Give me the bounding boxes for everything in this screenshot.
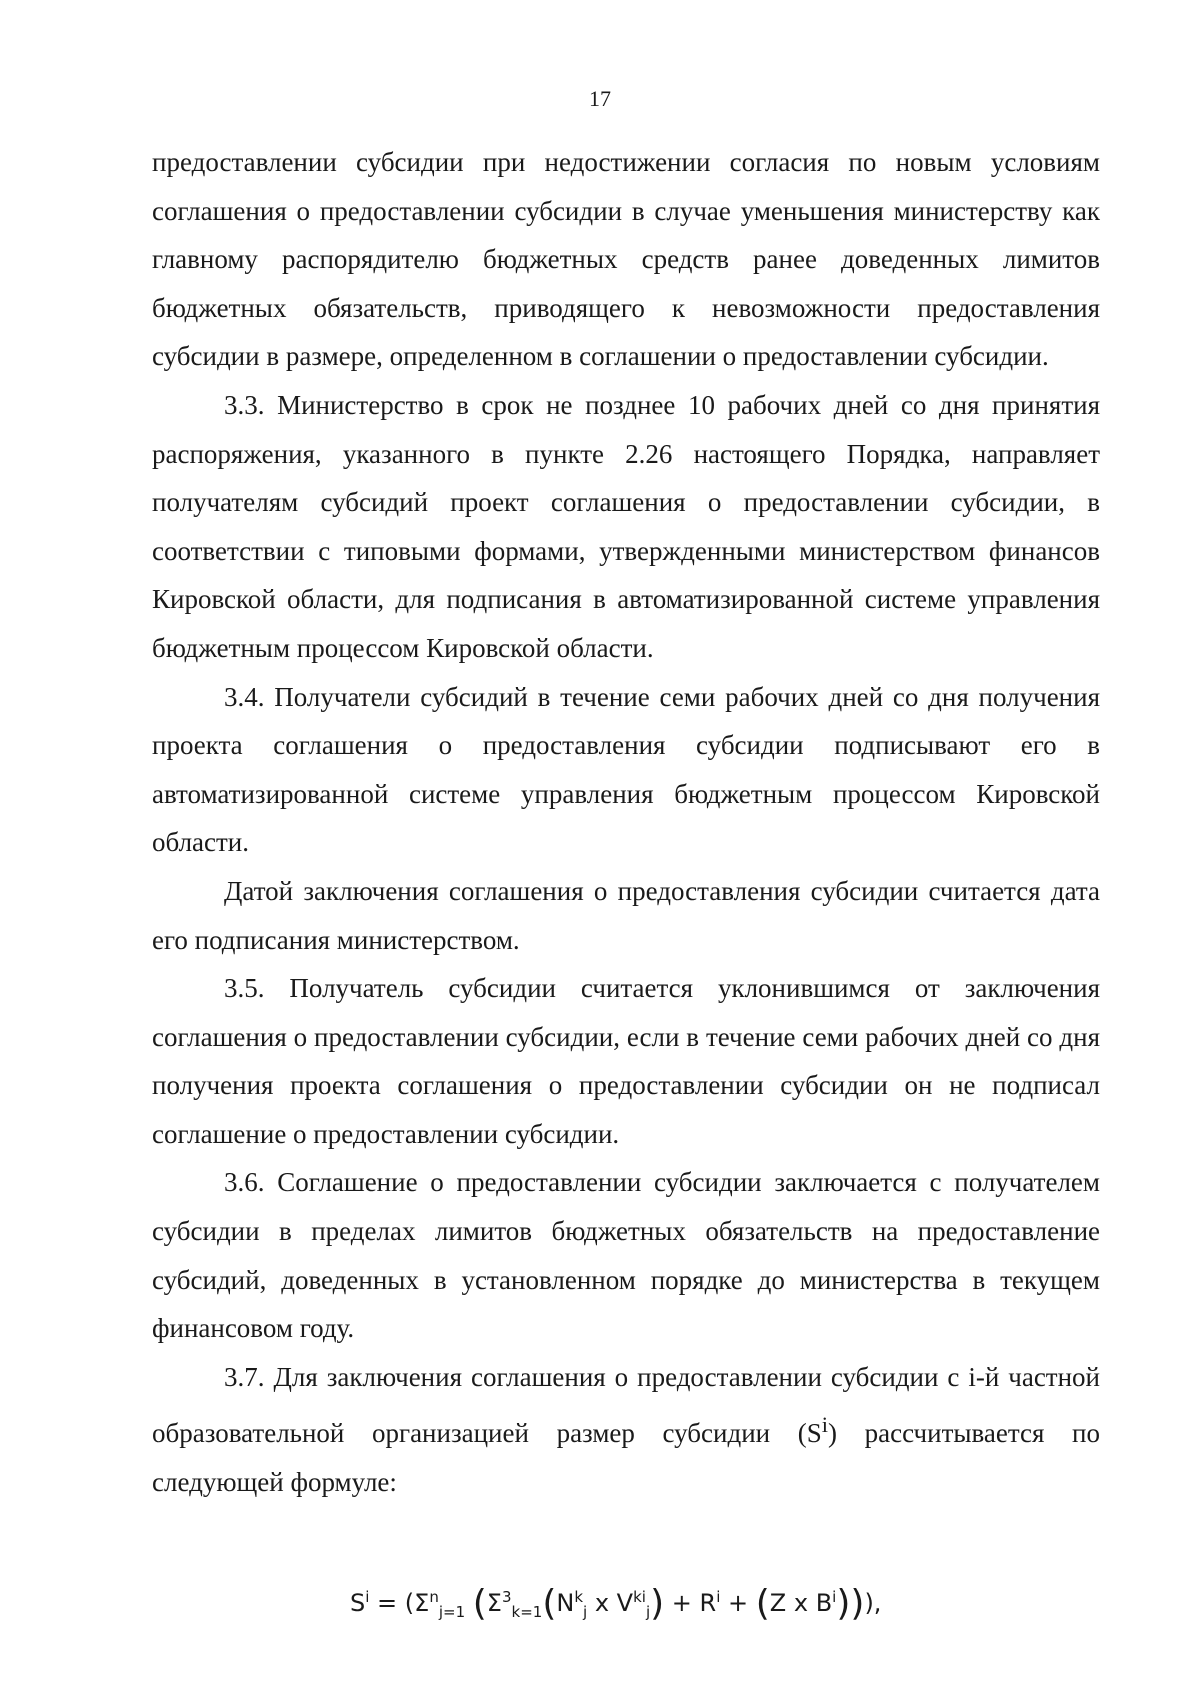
formula-sum2-sup: 3	[501, 1588, 512, 1606]
formula-n-sup: k	[574, 1588, 584, 1606]
subsidy-formula	[350, 1583, 881, 1624]
formula-lhs-sup: i	[365, 1588, 370, 1606]
formula-close2: )	[650, 1583, 665, 1624]
paragraph-3-7-part1: 3.7. Для заключения соглашения о предоставлении субсидии с i-й частной образовательной организацией размер субсидии (S	[152, 1361, 1100, 1449]
paragraph-contract-date: Датой заключения соглашения о предоставления субсидии считается дата его подписания министерством.	[152, 875, 1100, 955]
paragraph-3-5: 3.5. Получатель субсидии считается уклонившимся от заключения соглашения о предоставлении субсидии, если в течение семи рабочих дней со дня получения проекта соглашения о предоставлении субсидии он не подписал соглашение о предоставлении субсидии.	[152, 973, 1100, 1149]
page-number: 17	[589, 86, 611, 111]
paragraph-3-7	[152, 1353, 1100, 1507]
formula-sum1-sup: n	[429, 1588, 439, 1606]
formula-sum2: Σ	[486, 1589, 502, 1617]
formula-n-sub: j	[583, 1602, 588, 1621]
formula-tail: ),	[864, 1589, 882, 1617]
formula-close1: )	[850, 1583, 865, 1624]
document-body	[152, 138, 1100, 1507]
formula-plus2: +	[720, 1589, 756, 1617]
formula-open1: (	[472, 1583, 487, 1624]
formula-v-sup: ki	[633, 1588, 646, 1606]
formula-close3: )	[836, 1583, 851, 1624]
formula-sum2-sub: k=1	[511, 1602, 543, 1621]
formula-times1: x V	[587, 1589, 634, 1617]
formula-sum1-sub: j=1	[438, 1602, 466, 1621]
formula-b-sup: i	[832, 1588, 837, 1606]
formula-r-sup: i	[716, 1588, 721, 1606]
paragraph-continuation: предоставлении субсидии при недостижении согласия по новым условиям соглашения о предоставлении субсидии в случае уменьшения министерству как главному распорядителю бюджетных средств ранее доведенных лимитов бюджетных обязательств, приводящего к невозможности предоставления субсидии в размере, определенном в соглашении о предоставлении субсидии.	[152, 147, 1100, 372]
formula-eq: = (Σ	[369, 1589, 430, 1617]
formula-lhs: S	[350, 1589, 366, 1617]
paragraph-3-3: 3.3. Министерство в срок не позднее 10 рабочих дней со дня принятия распоряжения, указанного в пункте 2.26 настоящего Порядка, направляет получателям субсидий проект соглашения о предоставлении субсидии, в соответствии с типовыми формами, утвержденными министерством финансов Кировской области, для подписания в автоматизированной системе управления бюджетным процессом Кировской области.	[152, 389, 1100, 663]
formula-open2: (	[542, 1583, 557, 1624]
formula-plus1: + R	[664, 1589, 717, 1617]
paragraph-3-7-part2: ) рассчитывается по следующей формуле:	[152, 1418, 1100, 1498]
formula-n: N	[556, 1589, 575, 1617]
formula-z: Z x B	[769, 1589, 833, 1617]
formula-v-sub: j	[645, 1602, 651, 1621]
paragraph-3-6: 3.6. Соглашение о предоставлении субсидии заключается с получателем субсидии в пределах лимитов бюджетных обязательств на предоставление субсидий, доведенных в установленном порядке до министерства в текущем финансовом году.	[152, 1167, 1100, 1344]
paragraph-3-4: 3.4. Получатели субсидий в течение семи рабочих дней со дня получения проекта соглашения о предоставления субсидии подписывают его в автоматизированной системе управления бюджетным процессом Кировской области.	[152, 681, 1100, 858]
formula-open3: (	[755, 1583, 770, 1624]
paragraph-3-7-sup: i	[821, 1412, 829, 1438]
